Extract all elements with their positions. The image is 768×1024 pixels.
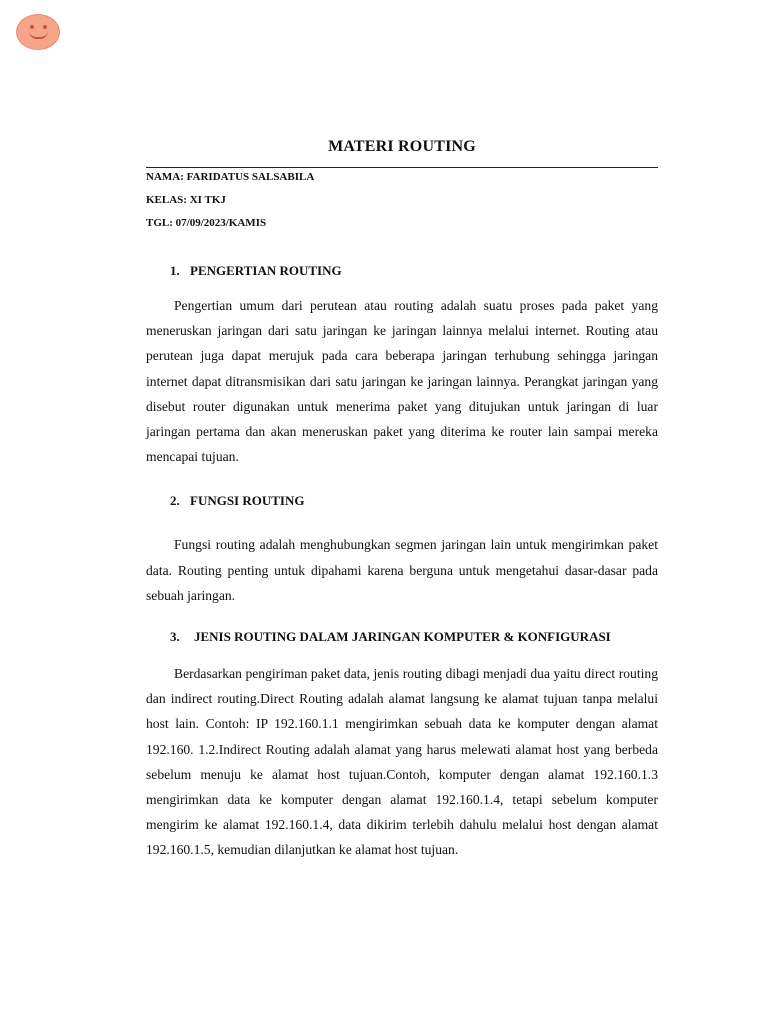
section-paragraph-pengertian: Pengertian umum dari perutean atau routing adalah suatu proses pada paket yang meneruskan jaringan dari satu jaringan ke jaringan lainnya melalui internet. Routing atau perutean juga dapat merujuk pada cara beberapa jaringan terhubung sehingga jaringan internet dapat ditransmisikan dari satu jaringan ke jaringan lainnya. Perangkat jaringan yang disebut router digunakan untuk menerima paket yang ditujukan untuk jaringan di luar jaringan pertama dan akan meneruskan paket yang diterima ke router lain sampai mereka mencapai tujuan. — [146, 298, 658, 465]
section-number: 2. — [170, 493, 180, 509]
section-number: 1. — [170, 263, 180, 278]
section-number: 3. — [170, 629, 180, 645]
page-title: MATERI ROUTING — [146, 134, 658, 168]
avatar-mouth — [29, 31, 48, 39]
section-title: JENIS ROUTING DALAM JARINGAN KOMPUTER & KONFIGURASI — [194, 629, 611, 645]
avatar-right-eye — [43, 25, 47, 29]
section-paragraph-fungsi: Fungsi routing adalah menghubungkan segmen jaringan lain untuk mengirimkan paket data. Routing penting untuk dipahami karena berguna untuk mengetahui dasar-dasar pada sebuah jaringan. — [146, 537, 658, 603]
meta-nama: NAMA: FARIDATUS SALSABILA — [146, 171, 315, 183]
document-page — [146, 134, 658, 863]
avatar-left-eye — [30, 25, 34, 29]
section-heading-jenis — [146, 628, 658, 645]
section-title: PENGERTIAN ROUTING — [190, 263, 342, 278]
meta-tgl: TGL: 07/09/2023/KAMIS — [146, 217, 267, 229]
meta-kelas: KELAS: XI TKJ — [146, 194, 226, 206]
smiley-face-icon — [16, 14, 60, 50]
section-paragraph-jenis: Berdasarkan pengiriman paket data, jenis routing dibagi menjadi dua yaitu direct routing dan indirect routing.Direct Routing adalah alamat langsung ke alamat tujuan tanpa melalui host lain. Contoh: IP 192.160.1.1 mengirimkan sebuah data ke komputer dengan alamat 192.160. 1.2.Indirect Routing adalah alamat yang harus melewati alamat host yang berbeda sebelum menuju ke alamat host tujuan.Contoh, komputer dengan alamat 192.160.1.3 mengirimkan data ke komputer dengan alamat 192.160.1.4, tetapi sebelum komputer mengirim ke alamat 192.160.1.4, data dikirim terlebih dahulu melalui host dengan alamat 192.160.1.5, kemudian dilanjutkan ke alamat host tujuan. — [146, 666, 658, 858]
section-title: FUNGSI ROUTING — [190, 493, 305, 509]
section-heading-fungsi — [146, 492, 658, 509]
section-heading-pengertian — [146, 262, 658, 279]
